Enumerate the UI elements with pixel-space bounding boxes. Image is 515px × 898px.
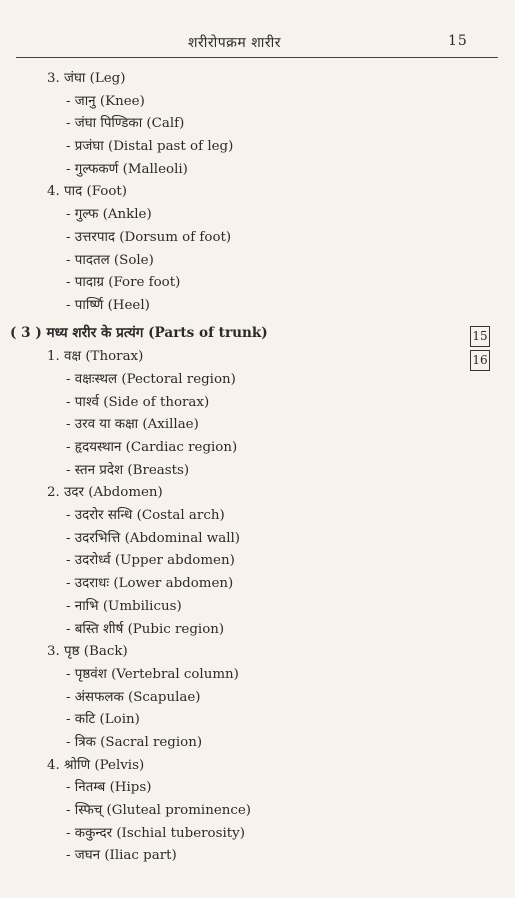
list-item: - ककुन्दर (Ischial tuberosity) (66, 825, 245, 841)
list-heading: 4. श्रोणि (Pelvis) (47, 757, 145, 773)
list-item: - उत्तरपाद (Dorsum of foot) (66, 229, 232, 245)
list-item: - जानु (Knee) (66, 93, 145, 109)
list-heading: 1. वक्ष (Thorax) (47, 349, 144, 365)
list-item: - जघन (Iliac part) (66, 848, 177, 864)
section-heading: ( 3 ) मध्य शरीर के प्रत्यंग (Parts of trunk) (10, 324, 268, 341)
list-item: - पादतल (Sole) (66, 252, 154, 268)
list-item: - पार्ष्णि (Heel) (66, 297, 150, 313)
margin-marks (470, 326, 492, 374)
list-item: - हृदयस्थान (Cardiac region) (66, 440, 238, 455)
list-item: - पार्श्व (Side of thorax) (66, 394, 210, 410)
list-heading: 4. पाद (Foot) (47, 184, 127, 200)
list-item: - स्तन प्रदेश (Breasts) (66, 462, 190, 478)
list-item: - गुल्फ (Ankle) (66, 207, 152, 223)
list-item: - गुल्फकर्ण (Malleoli) (66, 161, 188, 177)
list-item: - जंघा पिण्डिका (Calf) (66, 116, 185, 132)
list-item: - प्रजंघा (Distal past of leg) (66, 139, 234, 155)
list-heading: 2. उदर (Abdomen) (47, 485, 163, 501)
margin-mark: 16 (470, 350, 490, 371)
list-item: - पादाग्र (Fore foot) (66, 275, 181, 291)
list-item: - अंसफलक (Scapulae) (66, 689, 201, 705)
list-item: - वक्षःस्थल (Pectoral region) (66, 371, 236, 387)
list-item: - त्रिक (Sacral region) (66, 734, 203, 750)
list-item: - उरव या कक्षा (Axillae) (66, 417, 199, 433)
list-item: - उदरभित्ति (Abdominal wall) (66, 530, 241, 546)
list-item: - नितम्ब (Hips) (66, 780, 152, 796)
list-item: - स्फिच् (Gluteal prominence) (66, 803, 252, 818)
list-item: - बस्ति शीर्ष (Pubic region) (66, 621, 225, 637)
header-rule (16, 57, 498, 58)
page-number: 15 (448, 33, 468, 49)
list-item: - नाभि (Umbilicus) (66, 598, 182, 614)
running-title: शरीरोपक्रम शारीर (188, 35, 281, 51)
list-heading: 3. पृष्ठ (Back) (47, 644, 128, 660)
list-heading: 3. जंघा (Leg) (47, 71, 126, 86)
list-item: - कटि (Loin) (66, 712, 140, 728)
list-item: - उदरोर सन्धि (Costal arch) (66, 508, 225, 524)
list-item: - उदरोर्ध्व (Upper abdomen) (66, 553, 235, 569)
page-header (0, 30, 515, 54)
margin-mark: 15 (470, 326, 490, 347)
list-item: - उदराधः (Lower abdomen) (66, 576, 234, 592)
list-item: - पृष्ठवंश (Vertebral column) (66, 666, 239, 682)
body-text (0, 68, 515, 868)
